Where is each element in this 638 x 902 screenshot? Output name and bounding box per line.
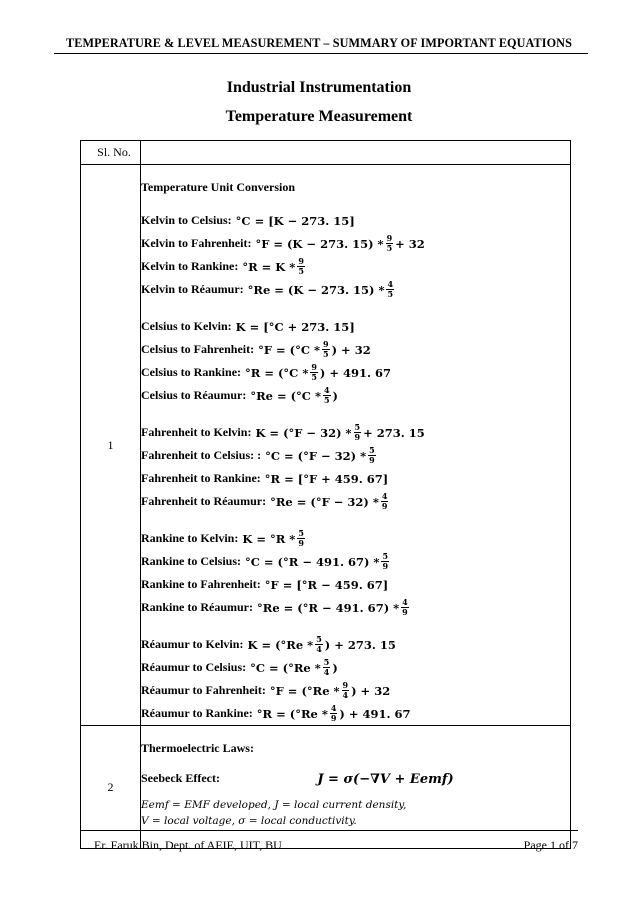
fraction-numerator: 9: [386, 233, 393, 243]
equation-label: Rankine to Celsius:: [141, 554, 242, 568]
fraction: [386, 280, 394, 299]
header-rule: [54, 53, 588, 54]
fraction-numerator: 9: [342, 680, 349, 690]
fraction: [297, 529, 305, 548]
fraction-denominator: 5: [311, 372, 317, 382]
seebeck-equation: J = σ(−∇V + Eemf): [317, 772, 454, 787]
fraction-denominator: 9: [402, 607, 408, 617]
expression-text: °F = (°C *: [258, 342, 321, 357]
equation-expression: [255, 234, 424, 253]
equation-label: Réaumur to Celsius:: [141, 660, 247, 674]
conversion-equation: [141, 550, 570, 573]
equation-expression: [265, 472, 388, 486]
expression-tail: ) + 273. 15: [324, 637, 396, 652]
fraction: [381, 492, 389, 511]
fraction: [323, 658, 331, 677]
conversion-group: [141, 527, 570, 619]
equation-expression: [236, 320, 355, 334]
row-number: 1: [81, 165, 141, 726]
fraction: [323, 386, 331, 405]
header-blank-cell: [141, 141, 571, 165]
equation-expression: [248, 280, 396, 299]
equation-label: Réaumur to Fahrenheit:: [141, 683, 266, 697]
equation-expression: [242, 257, 307, 276]
conversion-equation: [141, 361, 570, 384]
expression-text: °C = (°Re *: [250, 660, 321, 675]
expression-text: °F = (°Re *: [269, 683, 340, 698]
conversion-group: [141, 209, 570, 301]
expression-text: °F = (K − 273. 15) *: [255, 236, 384, 251]
expression-text: °F = [°R − 459. 67]: [264, 577, 389, 592]
equation-label: Fahrenheit to Rankine:: [141, 471, 261, 485]
footer-rule: [80, 830, 578, 831]
conversion-equation: [141, 679, 570, 702]
equation-label: Celsius to Fahrenheit:: [141, 342, 255, 356]
conversion-groups: [141, 209, 570, 725]
conversion-equation: [141, 338, 570, 361]
conversion-equation: [141, 702, 570, 725]
expression-text: K = (°F − 32) *: [255, 425, 352, 440]
page-subtitle: Temperature Measurement: [225, 108, 413, 125]
expression-tail: ) + 32: [351, 683, 391, 698]
fraction: [354, 423, 362, 442]
fraction-denominator: 5: [387, 289, 394, 299]
fraction-numerator: 5: [316, 634, 322, 644]
equation-label: Rankine to Kelvin:: [141, 531, 239, 545]
sl-no-header: Sl. No.: [81, 141, 141, 165]
expression-text: °C = (°R − 491. 67) *: [245, 554, 380, 569]
fraction-numerator: 4: [330, 703, 337, 713]
expression-text: K = [°C + 273. 15]: [235, 319, 355, 334]
conversion-equation: [141, 278, 570, 301]
equation-expression: [265, 446, 378, 465]
fraction: [401, 598, 409, 617]
row-number: 2: [81, 726, 141, 849]
fraction: [368, 446, 376, 465]
equation-description: [141, 797, 570, 829]
fraction-denominator: 5: [323, 395, 330, 405]
fraction-denominator: 5: [323, 349, 329, 359]
section-title: Thermoelectric Laws:: [141, 741, 254, 755]
table-row: [81, 165, 571, 726]
equation-expression: [255, 423, 424, 442]
equation-expression: [245, 363, 391, 382]
equation-expression: [270, 492, 390, 511]
fraction-numerator: 9: [311, 362, 317, 372]
fraction: [381, 552, 389, 571]
equation-label: Kelvin to Rankine:: [141, 259, 239, 273]
conversion-equation: [141, 444, 570, 467]
fraction-numerator: 4: [402, 597, 408, 607]
fraction-denominator: 9: [330, 713, 337, 723]
fraction-denominator: 9: [369, 455, 375, 465]
equation-expression: [242, 529, 307, 548]
fraction-denominator: 9: [382, 561, 389, 571]
equation-label: Réaumur to Rankine:: [141, 706, 253, 720]
conversion-group: [141, 315, 570, 407]
table-header-row: [81, 141, 571, 165]
description-line: Eemf = EMF developed, J = local current density,: [141, 799, 407, 811]
equation-expression: [257, 598, 411, 617]
equation-label: Rankine to Réaumur:: [141, 600, 254, 614]
conversion-equation: [141, 573, 570, 596]
expression-text: °C = [K − 273. 15]: [235, 213, 355, 228]
expression-tail: ) + 491. 67: [339, 706, 411, 721]
fraction-numerator: 9: [298, 256, 304, 266]
fraction-numerator: 5: [354, 422, 361, 432]
fraction: [297, 257, 305, 276]
conversion-group: [141, 633, 570, 725]
equation-label: Rankine to Fahrenheit:: [141, 577, 261, 591]
expression-text: K = (°Re *: [247, 637, 314, 652]
equation-expression: [265, 578, 388, 592]
equation-expression: [250, 386, 338, 405]
equation-table: [80, 140, 571, 849]
fraction: [386, 234, 394, 253]
equation-label: Celsius to Kelvin:: [141, 319, 232, 333]
fraction: [342, 681, 350, 700]
fraction-numerator: 5: [323, 657, 330, 667]
expression-tail: ) + 491. 67: [319, 365, 392, 380]
fraction: [330, 704, 338, 723]
expression-text: °R = K *: [242, 259, 296, 274]
equation-label: Kelvin to Réaumur:: [141, 282, 244, 296]
expression-tail: ): [332, 388, 338, 403]
seebeck-heading: Seebeck Effect:: [141, 771, 220, 785]
description-line: V = local voltage, σ = local conductivity.: [141, 815, 357, 827]
expression-text: °R = (°Re *: [256, 706, 328, 721]
conversion-equation: [141, 527, 570, 550]
expression-tail: + 32: [395, 236, 425, 251]
fraction-denominator: 9: [354, 432, 361, 442]
fraction-denominator: 5: [298, 266, 304, 276]
conversion-equation: [141, 315, 570, 338]
fraction-denominator: 5: [386, 243, 393, 253]
equation-expression: [258, 340, 371, 359]
footer-author: Er. Faruk Bin, Dept. of AEIE, UIT, BU: [94, 838, 282, 852]
expression-text: °C = (°F − 32) *: [265, 448, 367, 463]
expression-text: °R = (°C *: [245, 365, 309, 380]
section-title: Temperature Unit Conversion: [141, 180, 295, 194]
equation-label: Fahrenheit to Kelvin:: [141, 425, 252, 439]
equation-expression: [257, 704, 411, 723]
expression-text: °Re = (°F − 32) *: [270, 494, 379, 509]
fraction-numerator: 4: [387, 279, 394, 289]
fraction: [322, 340, 330, 359]
conversion-group: [141, 421, 570, 513]
expression-text: K = °R *: [242, 531, 296, 546]
fraction-numerator: 4: [323, 385, 330, 395]
conversion-equation: [141, 596, 570, 619]
expression-tail: + 273. 15: [363, 425, 425, 440]
fraction-denominator: 4: [342, 690, 349, 700]
expression-text: °Re = (°R − 491. 67) *: [257, 600, 400, 615]
fraction-numerator: 9: [323, 339, 329, 349]
conversion-equation: [141, 633, 570, 656]
conversion-equation: [141, 656, 570, 679]
equation-expression: [245, 552, 391, 571]
running-header: TEMPERATURE & LEVEL MEASUREMENT – SUMMARY OF IMPORTANT EQUATIONS: [66, 36, 572, 50]
equation-label: Fahrenheit to Celsius: :: [141, 448, 262, 462]
conversion-cell: [141, 165, 571, 726]
fraction-denominator: 4: [316, 644, 322, 654]
expression-tail: ): [332, 660, 338, 675]
conversion-equation: [141, 490, 570, 513]
fraction-denominator: 9: [381, 501, 388, 511]
fraction: [315, 635, 323, 654]
expression-text: °Re = (K − 273. 15) *: [247, 282, 385, 297]
equation-expression: [250, 658, 338, 677]
conversion-equation: [141, 209, 570, 232]
fraction-denominator: 9: [298, 538, 304, 548]
equation-label: Celsius to Réaumur:: [141, 388, 247, 402]
page-title: Industrial Instrumentation: [226, 79, 412, 96]
equation-expression: [236, 214, 355, 228]
conversion-equation: [141, 467, 570, 490]
conversion-equation: [141, 232, 570, 255]
conversion-equation: [141, 421, 570, 444]
equation-label: Fahrenheit to Réaumur:: [141, 494, 267, 508]
equation-expression: [247, 635, 395, 654]
fraction-numerator: 5: [382, 551, 389, 561]
equation-label: Kelvin to Celsius:: [141, 213, 232, 227]
expression-text: °Re = (°C *: [250, 388, 321, 403]
expression-tail: ) + 32: [331, 342, 371, 357]
fraction-numerator: 5: [369, 445, 375, 455]
fraction-numerator: 4: [381, 491, 388, 501]
equation-label: Celsius to Rankine:: [141, 365, 242, 379]
fraction: [310, 363, 318, 382]
equation-expression: [270, 681, 390, 700]
equation-label: Kelvin to Fahrenheit:: [141, 236, 252, 250]
fraction-numerator: 5: [298, 528, 304, 538]
fraction-denominator: 4: [323, 667, 330, 677]
footer-page-number: Page 1 of 7: [523, 838, 578, 852]
conversion-equation: [141, 384, 570, 407]
equation-label: Réaumur to Kelvin:: [141, 637, 244, 651]
expression-text: °R = [°F + 459. 67]: [264, 471, 389, 486]
conversion-equation: [141, 255, 570, 278]
